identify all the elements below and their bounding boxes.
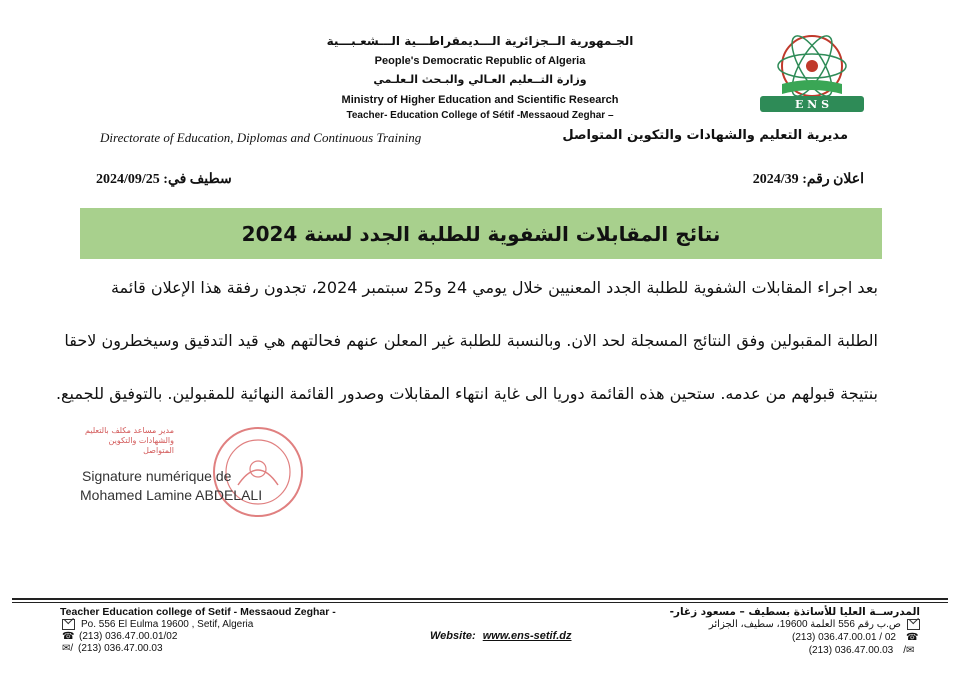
logo-text: E N S [794,98,830,111]
announcement-date-value: 2024/09/25 [96,172,160,187]
announcement-number-value: 2024/39 [752,172,799,187]
footer-divider [12,598,948,600]
footer-address-en: Po. 556 El Eulma 19600 , Setif, Algeria [81,619,254,631]
header-republic-ar: الجـمهورية الــجزائرية الـــديمقراطـــية الـــشعـبـــية [326,34,634,48]
fax-icon: ✉ [906,645,915,656]
footer-divider-thin [12,602,948,603]
header-college-en: Teacher- Education College of Sétif -Messaoud Zeghar – [346,110,614,121]
signature-line-1: Signature numérique de [82,468,232,484]
header-republic-en: People's Democratic Republic of Algeria [374,55,586,67]
footer-address-ar: ص.ب رقم 556 العلمة 19600، سطيف، الجزائر [708,619,901,631]
body-line-1: بعد اجراء المقابلات الشفوية للطلبة الجدد المعنيين خلال يومي 24 و25 سبتمبر 2024، تجدون رفقة هذا الإعلان قائمة [110,278,878,297]
footer-address-ar-row [709,619,920,630]
footer-fax-ar: (213) 036.47.00.03 [808,645,894,656]
footer-college-ar: المدرســة العليا للأساتذة بسطيف – مسعود زغار- [669,606,920,618]
announcement-number-label: اعلان رقم: [802,172,864,187]
footer-college-en: Teacher Education college of Setif - Messaoud Zeghar - [60,606,336,618]
announcement-number [753,171,864,188]
phone-icon: ☎ [62,631,75,642]
header-ministry-ar: وزارة التــعليم العـالي والبـحث الـعلـمي [373,73,587,86]
fax-slash: / [903,645,906,656]
title-banner [80,208,882,259]
website-label: Website: [430,630,476,642]
directorate-en: Directorate of Education, Diplomas and Continuous Training [100,130,422,145]
signature-stamp-text: مدير مساعد مكلف بالتعليم والشهادات والتكوين المتواصل [85,426,174,455]
envelope-icon [907,619,920,630]
signature-name: Mohamed Lamine ABDELALI [80,487,263,503]
directorate-ar: مديرية التعليم والشهادات والتكوين المتواصل [562,128,848,143]
footer-phone-en: (213) 036.47.00.01/02 [79,631,178,642]
footer-fax-ar-row [809,645,920,656]
footer-phone-ar-row [792,632,920,643]
envelope-icon [62,619,75,630]
website-link[interactable]: www.ens-setif.dz [482,630,572,642]
footer-fax-en: (213) 036.47.00.03 [78,643,163,654]
footer-phone-en-row [62,631,177,642]
page-title: نتائج المقابلات الشفوية للطلبة الجدد لسنة 2024 [241,221,721,246]
footer-address-en-row [62,619,253,630]
announcement-date [96,171,232,188]
ens-logo [742,26,882,118]
announcement-date-label: سطيف في: [163,172,232,187]
fax-icon: ✉/ [62,643,74,654]
footer-phone-ar: (213) 036.47.00.01 / 02 [792,632,896,643]
body-line-2: الطلبة المقبولين وفق النتائج المسجلة لحد الان. وبالنسبة للطلبة غير المعلن عنهم فحالتهم هي قيد التدقيق وسيخطرون لاحقا [64,331,878,350]
body-line-3: بنتيجة قبولهم من عدمه. ستحين هذه القائمة دوريا الى غاية انتهاء المقابلات وصدور القائمة النهائية للمقبولين. بالتوفيق للجميع. [55,384,878,403]
header-ministry-en: Ministry of Higher Education and Scientific Research [341,94,619,106]
footer-fax-en-row [62,643,163,654]
phone-icon: ☎ [906,632,919,643]
footer-website [430,630,572,642]
